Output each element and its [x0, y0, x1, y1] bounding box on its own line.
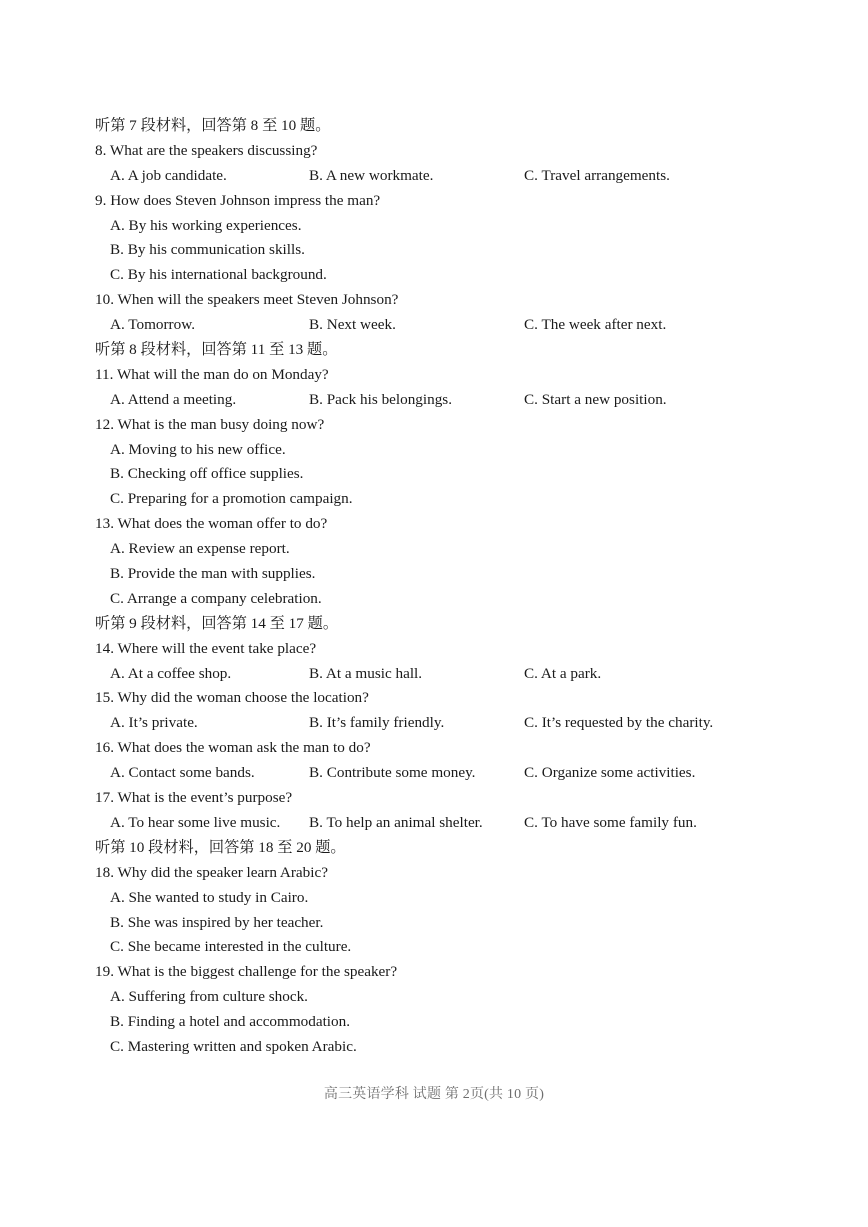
answer-option: A. A job candidate. [110, 166, 227, 184]
answer-option: A. Contact some bands. [110, 764, 255, 782]
question-stem: 11. What will the man do on Monday? [95, 365, 329, 383]
question-stem: 17. What is the event’s purpose? [95, 789, 293, 807]
answer-option: C. Organize some activities. [524, 764, 696, 782]
answer-option: C. Travel arrangements. [524, 166, 670, 184]
question-stem: 19. What is the biggest challenge for the speaker? [95, 963, 398, 981]
answer-option: A. To hear some live music. [110, 813, 281, 831]
answer-option: C. At a park. [524, 664, 602, 682]
question-list [95, 114, 795, 1060]
option-row [110, 662, 795, 687]
option-row [110, 164, 795, 189]
answer-option: B. Checking off office supplies. [110, 465, 304, 483]
answer-option: C. Mastering written and spoken Arabic. [110, 1037, 357, 1055]
question-stem: 8. What are the speakers discussing? [95, 141, 318, 159]
answer-option: B. Finding a hotel and accommodation. [110, 1013, 351, 1031]
question-stem: 9. How does Steven Johnson impress the man? [95, 191, 381, 209]
page-footer: 高三英语学科 试题 第 2页(共 10 页) [323, 1087, 545, 1102]
answer-option: A. Moving to his new office. [110, 440, 286, 458]
answer-option: C. The week after next. [524, 316, 667, 334]
question-stem: 15. Why did the woman choose the location? [95, 689, 369, 707]
question-stem: 16. What does the woman ask the man to do? [95, 739, 371, 757]
question-stem: 14. Where will the event take place? [95, 639, 317, 657]
answer-option: B. She was inspired by her teacher. [110, 913, 324, 931]
answer-option: C. To have some family fun. [524, 813, 697, 831]
question-stem: 18. Why did the speaker learn Arabic? [95, 863, 328, 881]
question-stem: 13. What does the woman offer to do? [95, 515, 328, 533]
answer-option: B. At a music hall. [309, 664, 423, 682]
answer-option: A. It’s private. [110, 714, 198, 732]
answer-option: B. It’s family friendly. [309, 714, 445, 732]
option-row [110, 761, 795, 786]
answer-option: A. Suffering from culture shock. [110, 988, 308, 1006]
answer-option: C. Arrange a company celebration. [110, 589, 322, 607]
answer-option: A. She wanted to study in Cairo. [110, 888, 309, 906]
answer-option: A. Tomorrow. [110, 316, 195, 334]
answer-option: C. By his international background. [110, 266, 327, 284]
answer-option: B. Pack his belongings. [309, 390, 453, 408]
section-header: 听第 8 段材料，回答第 11 至 13 题。 [95, 341, 338, 359]
answer-option: A. Attend a meeting. [110, 390, 237, 408]
answer-option: C. It’s requested by the charity. [524, 714, 714, 732]
answer-option: C. She became interested in the culture. [110, 938, 352, 956]
answer-option: B. By his communication skills. [110, 241, 305, 259]
question-stem: 12. What is the man busy doing now? [95, 415, 325, 433]
answer-option: C. Start a new position. [524, 390, 667, 408]
answer-option: A. At a coffee shop. [110, 664, 232, 682]
answer-option: B. Next week. [309, 316, 396, 334]
answer-option: A. Review an expense report. [110, 540, 290, 558]
answer-option: B. To help an animal shelter. [309, 813, 483, 831]
answer-option: B. A new workmate. [309, 166, 434, 184]
answer-option: A. By his working experiences. [110, 216, 302, 234]
answer-option: B. Provide the man with supplies. [110, 565, 316, 583]
option-row [110, 313, 795, 338]
answer-option: C. Preparing for a promotion campaign. [110, 490, 353, 508]
option-row [110, 811, 795, 836]
question-stem: 10. When will the speakers meet Steven Johnson? [95, 291, 399, 309]
section-header: 听第 10 段材料，回答第 18 至 20 题。 [95, 838, 346, 856]
answer-option: B. Contribute some money. [309, 764, 476, 782]
option-row [110, 388, 795, 413]
section-header: 听第 9 段材料，回答第 14 至 17 题。 [95, 614, 338, 632]
option-row [110, 711, 795, 736]
section-header: 听第 7 段材料，回答第 8 至 10 题。 [95, 117, 331, 134]
